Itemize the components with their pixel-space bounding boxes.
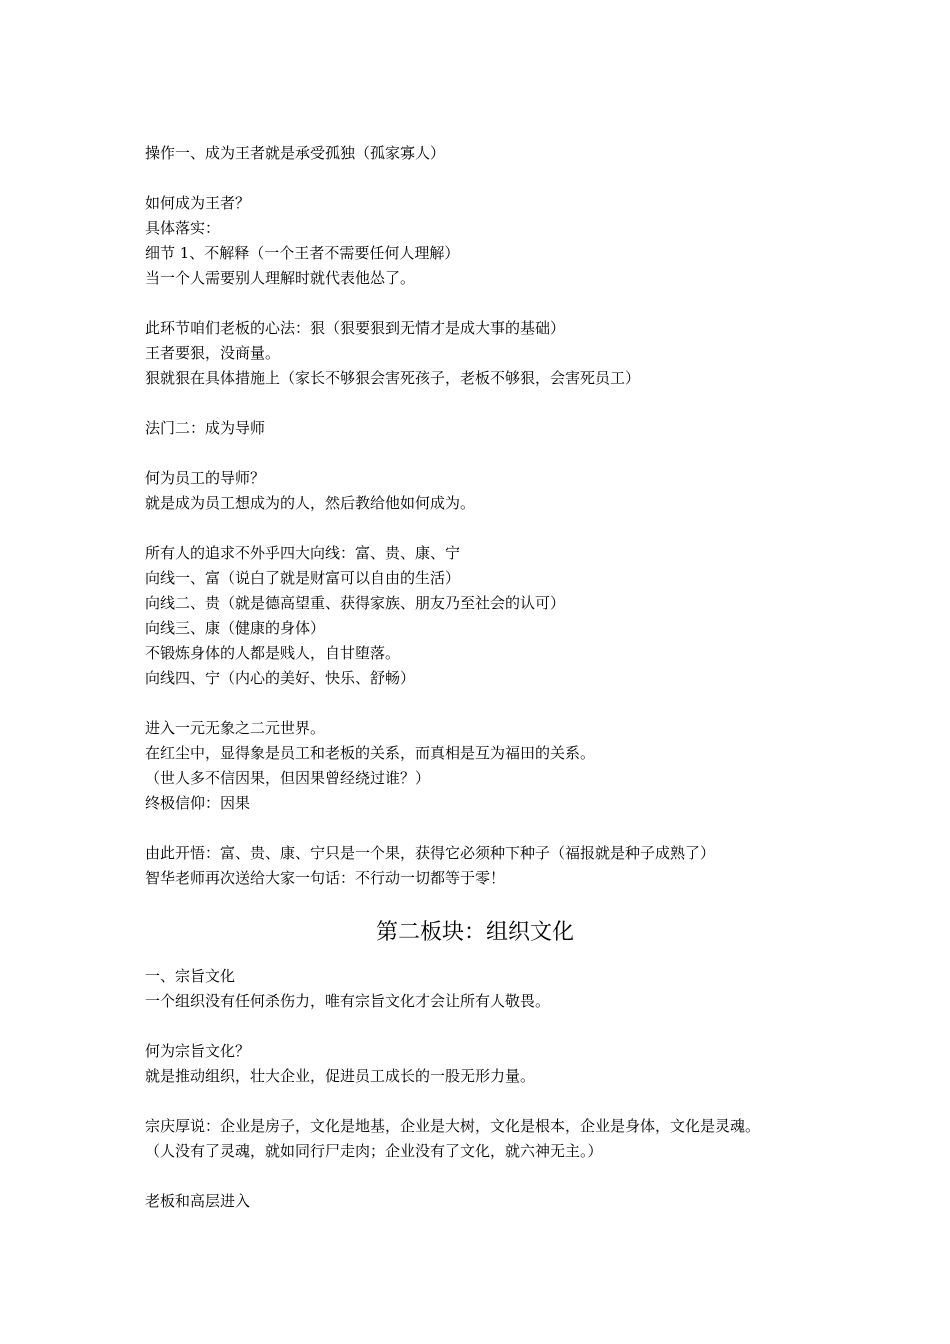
text-line: 何为员工的导师？	[145, 469, 266, 487]
section-heading: 第二板块：组织文化	[375, 920, 574, 945]
text-line: 当一个人需要别人理解时就代表他怂了。	[145, 269, 416, 287]
text-line: 智华老师再次送给大家一句话：不行动一切都等于零！	[145, 869, 506, 887]
text-line: 在红尘中，显得象是员工和老板的关系，而真相是互为福田的关系。	[145, 744, 596, 762]
text-line: 向线一、富（说白了就是财富可以自由的生活）	[145, 569, 461, 587]
text-line: 进入一元无象之二元世界。	[145, 719, 326, 737]
text-line: 所有人的追求不外乎四大向线：富、贵、康、宁	[145, 544, 461, 562]
text-line: 操作一、成为王者就是承受孤独（孤家寡人）	[145, 144, 446, 162]
text-line: 向线四、宁（内心的美好、快乐、舒畅）	[145, 669, 416, 687]
text-line: 一个组织没有任何杀伤力，唯有宗旨文化才会让所有人敬畏。	[145, 992, 551, 1010]
text-line: （世人多不信因果，但因果曾经绕过谁？）	[145, 769, 431, 787]
text-line: 老板和高层进入	[145, 1192, 251, 1210]
text-line: 宗庆厚说：企业是房子，文化是地基，企业是大树，文化是根本，企业是身体，文化是灵魂。	[145, 1117, 761, 1135]
text-line: 终极信仰：因果	[145, 794, 251, 812]
text-line: （人没有了灵魂，就如同行尸走肉；企业没有了文化，就六神无主。）	[145, 1142, 603, 1160]
text-line: 狠就狠在具体措施上（家长不够狠会害死孩子，老板不够狠，会害死员工）	[145, 369, 641, 387]
text-line: 一、宗旨文化	[145, 967, 236, 985]
text-line: 不锻炼身体的人都是贱人，自甘堕落。	[145, 644, 401, 662]
text-line: 就是推动组织，壮大企业，促进员工成长的一股无形力量。	[145, 1067, 536, 1085]
text-line: 如何成为王者？	[145, 194, 251, 212]
text-line: 就是成为员工想成为的人，然后教给他如何成为。	[145, 494, 476, 512]
text-line: 法门二：成为导师	[145, 419, 266, 437]
text-line: 何为宗旨文化？	[145, 1042, 251, 1060]
text-line: 向线二、贵（就是德高望重、获得家族、朋友乃至社会的认可）	[145, 594, 566, 612]
text-line: 具体落实：	[145, 219, 221, 237]
text-line: 向线三、康（健康的身体）	[145, 619, 326, 637]
text-line: 王者要狠，没商量。	[145, 344, 281, 362]
text-line: 细节 1、不解释（一个王者不需要任何人理解）	[145, 244, 460, 262]
text-line: 由此开悟：富、贵、康、宁只是一个果，获得它必须种下种子（福报就是种子成熟了）	[145, 844, 716, 862]
text-line: 此环节咱们老板的心法：狠（狠要狠到无情才是成大事的基础）	[145, 319, 566, 337]
